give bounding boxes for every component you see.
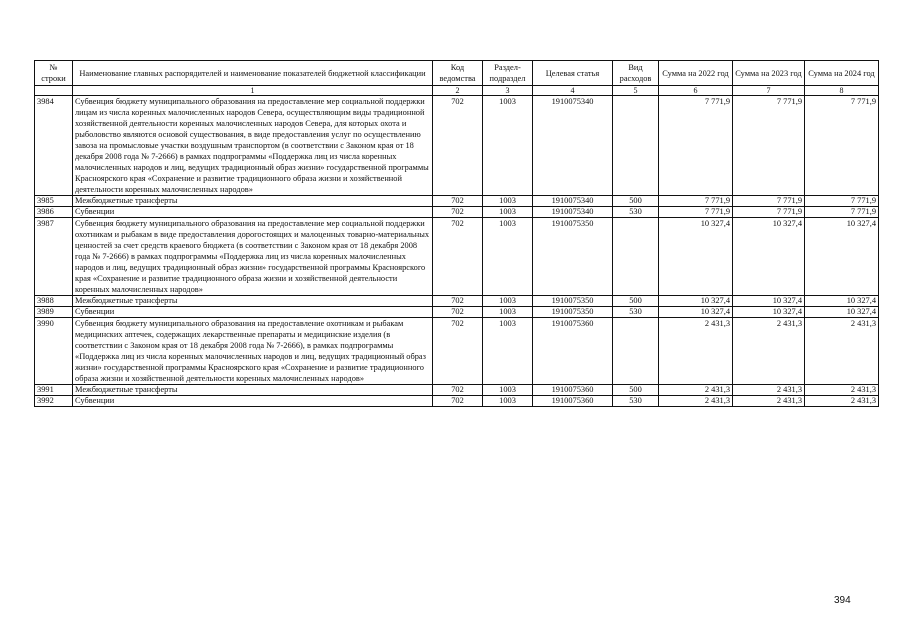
sum-2023: 10 327,4 — [733, 218, 805, 296]
sum-2023: 7 771,9 — [733, 207, 805, 218]
table-row — [35, 296, 879, 307]
expense-type: 500 — [613, 296, 659, 307]
sum-2022: 10 327,4 — [659, 296, 733, 307]
header-row — [35, 61, 879, 86]
sum-2022: 2 431,3 — [659, 385, 733, 396]
table-row — [35, 385, 879, 396]
row-name: Межбюджетные трансферты — [73, 196, 433, 207]
table-row — [35, 207, 879, 218]
dept-code: 702 — [433, 218, 483, 296]
table-row — [35, 307, 879, 318]
table-row — [35, 318, 879, 385]
dept-code: 702 — [433, 196, 483, 207]
table-row — [35, 96, 879, 196]
expense-type — [613, 318, 659, 385]
column-number: 8 — [805, 86, 879, 96]
expense-type: 530 — [613, 307, 659, 318]
section-code: 1003 — [483, 296, 533, 307]
column-number: 5 — [613, 86, 659, 96]
dept-code: 702 — [433, 307, 483, 318]
column-number: 2 — [433, 86, 483, 96]
target-item: 1910075340 — [533, 96, 613, 196]
target-item: 1910075340 — [533, 196, 613, 207]
target-item: 1910075350 — [533, 296, 613, 307]
section-code: 1003 — [483, 218, 533, 296]
row-number: 3989 — [35, 307, 73, 318]
expense-type: 500 — [613, 385, 659, 396]
table-row — [35, 218, 879, 296]
row-number: 3988 — [35, 296, 73, 307]
row-name: Межбюджетные трансферты — [73, 296, 433, 307]
row-number: 3984 — [35, 96, 73, 196]
row-number: 3990 — [35, 318, 73, 385]
sum-2023: 2 431,3 — [733, 318, 805, 385]
dept-code: 702 — [433, 318, 483, 385]
sum-2024: 7 771,9 — [805, 196, 879, 207]
sum-2024: 2 431,3 — [805, 385, 879, 396]
column-number: 1 — [73, 86, 433, 96]
header-sum-2022: Сумма на 2022 год — [659, 61, 733, 86]
row-name: Субвенция бюджету муниципального образования на предоставление мер социальной поддержки лицам из числа коренных малочисленных народов Севера, осуществляющим виды традиционной хозяйственной деятельности коренных малочисленных народов Севера, для которых охота и рыболовство являются основой существования, в виде предоставления услуг по осуществлению завоза на промысловые участки воздушным транспортом (в соответствии с Законом края от 18 декабря 2008 года № 7-2666) в рамках подпрограммы «Поддержка лиц из числа коренных малочисленных народов и лиц, ведущих традиционный образ жизни» государственной программы Красноярского края «Сохранение и развитие традиционного образа жизни и хозяйственной деятельности коренных малочисленных народов» — [73, 96, 433, 196]
sum-2023: 10 327,4 — [733, 307, 805, 318]
table-row — [35, 196, 879, 207]
section-code: 1003 — [483, 307, 533, 318]
sum-2024: 10 327,4 — [805, 218, 879, 296]
header-row-no: № строки — [35, 61, 73, 86]
row-number: 3992 — [35, 396, 73, 407]
header-sum-2024: Сумма на 2024 год — [805, 61, 879, 86]
section-code: 1003 — [483, 396, 533, 407]
sum-2022: 7 771,9 — [659, 196, 733, 207]
column-number: 3 — [483, 86, 533, 96]
section-code: 1003 — [483, 207, 533, 218]
header-dept-code: Код ведомства — [433, 61, 483, 86]
sum-2022: 2 431,3 — [659, 318, 733, 385]
dept-code: 702 — [433, 207, 483, 218]
dept-code: 702 — [433, 385, 483, 396]
target-item: 1910075340 — [533, 207, 613, 218]
sum-2023: 7 771,9 — [733, 96, 805, 196]
row-name: Субвенции — [73, 207, 433, 218]
sum-2023: 10 327,4 — [733, 296, 805, 307]
dept-code: 702 — [433, 96, 483, 196]
column-number: 4 — [533, 86, 613, 96]
row-name: Субвенции — [73, 396, 433, 407]
section-code: 1003 — [483, 385, 533, 396]
sum-2022: 10 327,4 — [659, 218, 733, 296]
sum-2022: 7 771,9 — [659, 207, 733, 218]
row-number: 3986 — [35, 207, 73, 218]
target-item: 1910075360 — [533, 396, 613, 407]
row-name: Межбюджетные трансферты — [73, 385, 433, 396]
expense-type: 500 — [613, 196, 659, 207]
sum-2024: 10 327,4 — [805, 307, 879, 318]
sum-2024: 10 327,4 — [805, 296, 879, 307]
sum-2022: 10 327,4 — [659, 307, 733, 318]
sum-2024: 2 431,3 — [805, 318, 879, 385]
section-code: 1003 — [483, 318, 533, 385]
sum-2024: 7 771,9 — [805, 207, 879, 218]
sum-2023: 7 771,9 — [733, 196, 805, 207]
target-item: 1910075360 — [533, 318, 613, 385]
section-code: 1003 — [483, 196, 533, 207]
column-number-row — [35, 86, 879, 96]
sum-2024: 2 431,3 — [805, 396, 879, 407]
target-item: 1910075360 — [533, 385, 613, 396]
row-name: Субвенция бюджету муниципального образования на предоставление мер социальной поддержки охотникам и рыбакам в виде предоставления дорогостоящих и малоценных товарно-материальных ценностей за счет средств краевого бюджета (в соответствии с Законом края от 18 декабря 2008 года № 7-2666) в рамках подпрограммы «Поддержка лиц из числа коренных малочисленных народов и лиц, ведущих традиционный образ жизни» государственной программы Красноярского края «Сохранение и развитие традиционного образа жизни и хозяйственной деятельности коренных малочисленных народов» — [73, 218, 433, 296]
target-item: 1910075350 — [533, 307, 613, 318]
expense-type — [613, 218, 659, 296]
dept-code: 702 — [433, 396, 483, 407]
expense-type: 530 — [613, 396, 659, 407]
column-number: 6 — [659, 86, 733, 96]
header-target-item: Целевая статья — [533, 61, 613, 86]
header-section: Раздел-подраздел — [483, 61, 533, 86]
column-number: 7 — [733, 86, 805, 96]
row-name: Субвенции — [73, 307, 433, 318]
header-sum-2023: Сумма на 2023 год — [733, 61, 805, 86]
table-row — [35, 396, 879, 407]
column-number — [35, 86, 73, 96]
sum-2023: 2 431,3 — [733, 396, 805, 407]
page-number: 394 — [834, 595, 851, 606]
budget-table — [34, 60, 879, 407]
section-code: 1003 — [483, 96, 533, 196]
dept-code: 702 — [433, 296, 483, 307]
row-name: Субвенция бюджету муниципального образования на предоставление охотникам и рыбакам медицинских аптечек, содержащих лекарственные препараты и медицинские изделия (в соответствии с Законом края от 18 декабря 2008 года № 7-2666), в рамках подпрограммы «Поддержка лиц из числа коренных малочисленных народов и лиц, ведущих традиционный образ жизни» государственной программы Красноярского края «Сохранение и развитие традиционного образа жизни и хозяйственной деятельности коренных малочисленных народов» — [73, 318, 433, 385]
sum-2022: 7 771,9 — [659, 96, 733, 196]
sum-2022: 2 431,3 — [659, 396, 733, 407]
row-number: 3985 — [35, 196, 73, 207]
row-number: 3987 — [35, 218, 73, 296]
header-name: Наименование главных распорядителей и наименование показателей бюджетной классификации — [73, 61, 433, 86]
expense-type: 530 — [613, 207, 659, 218]
row-number: 3991 — [35, 385, 73, 396]
expense-type — [613, 96, 659, 196]
header-expense-type: Вид расходов — [613, 61, 659, 86]
target-item: 1910075350 — [533, 218, 613, 296]
sum-2024: 7 771,9 — [805, 96, 879, 196]
sum-2023: 2 431,3 — [733, 385, 805, 396]
